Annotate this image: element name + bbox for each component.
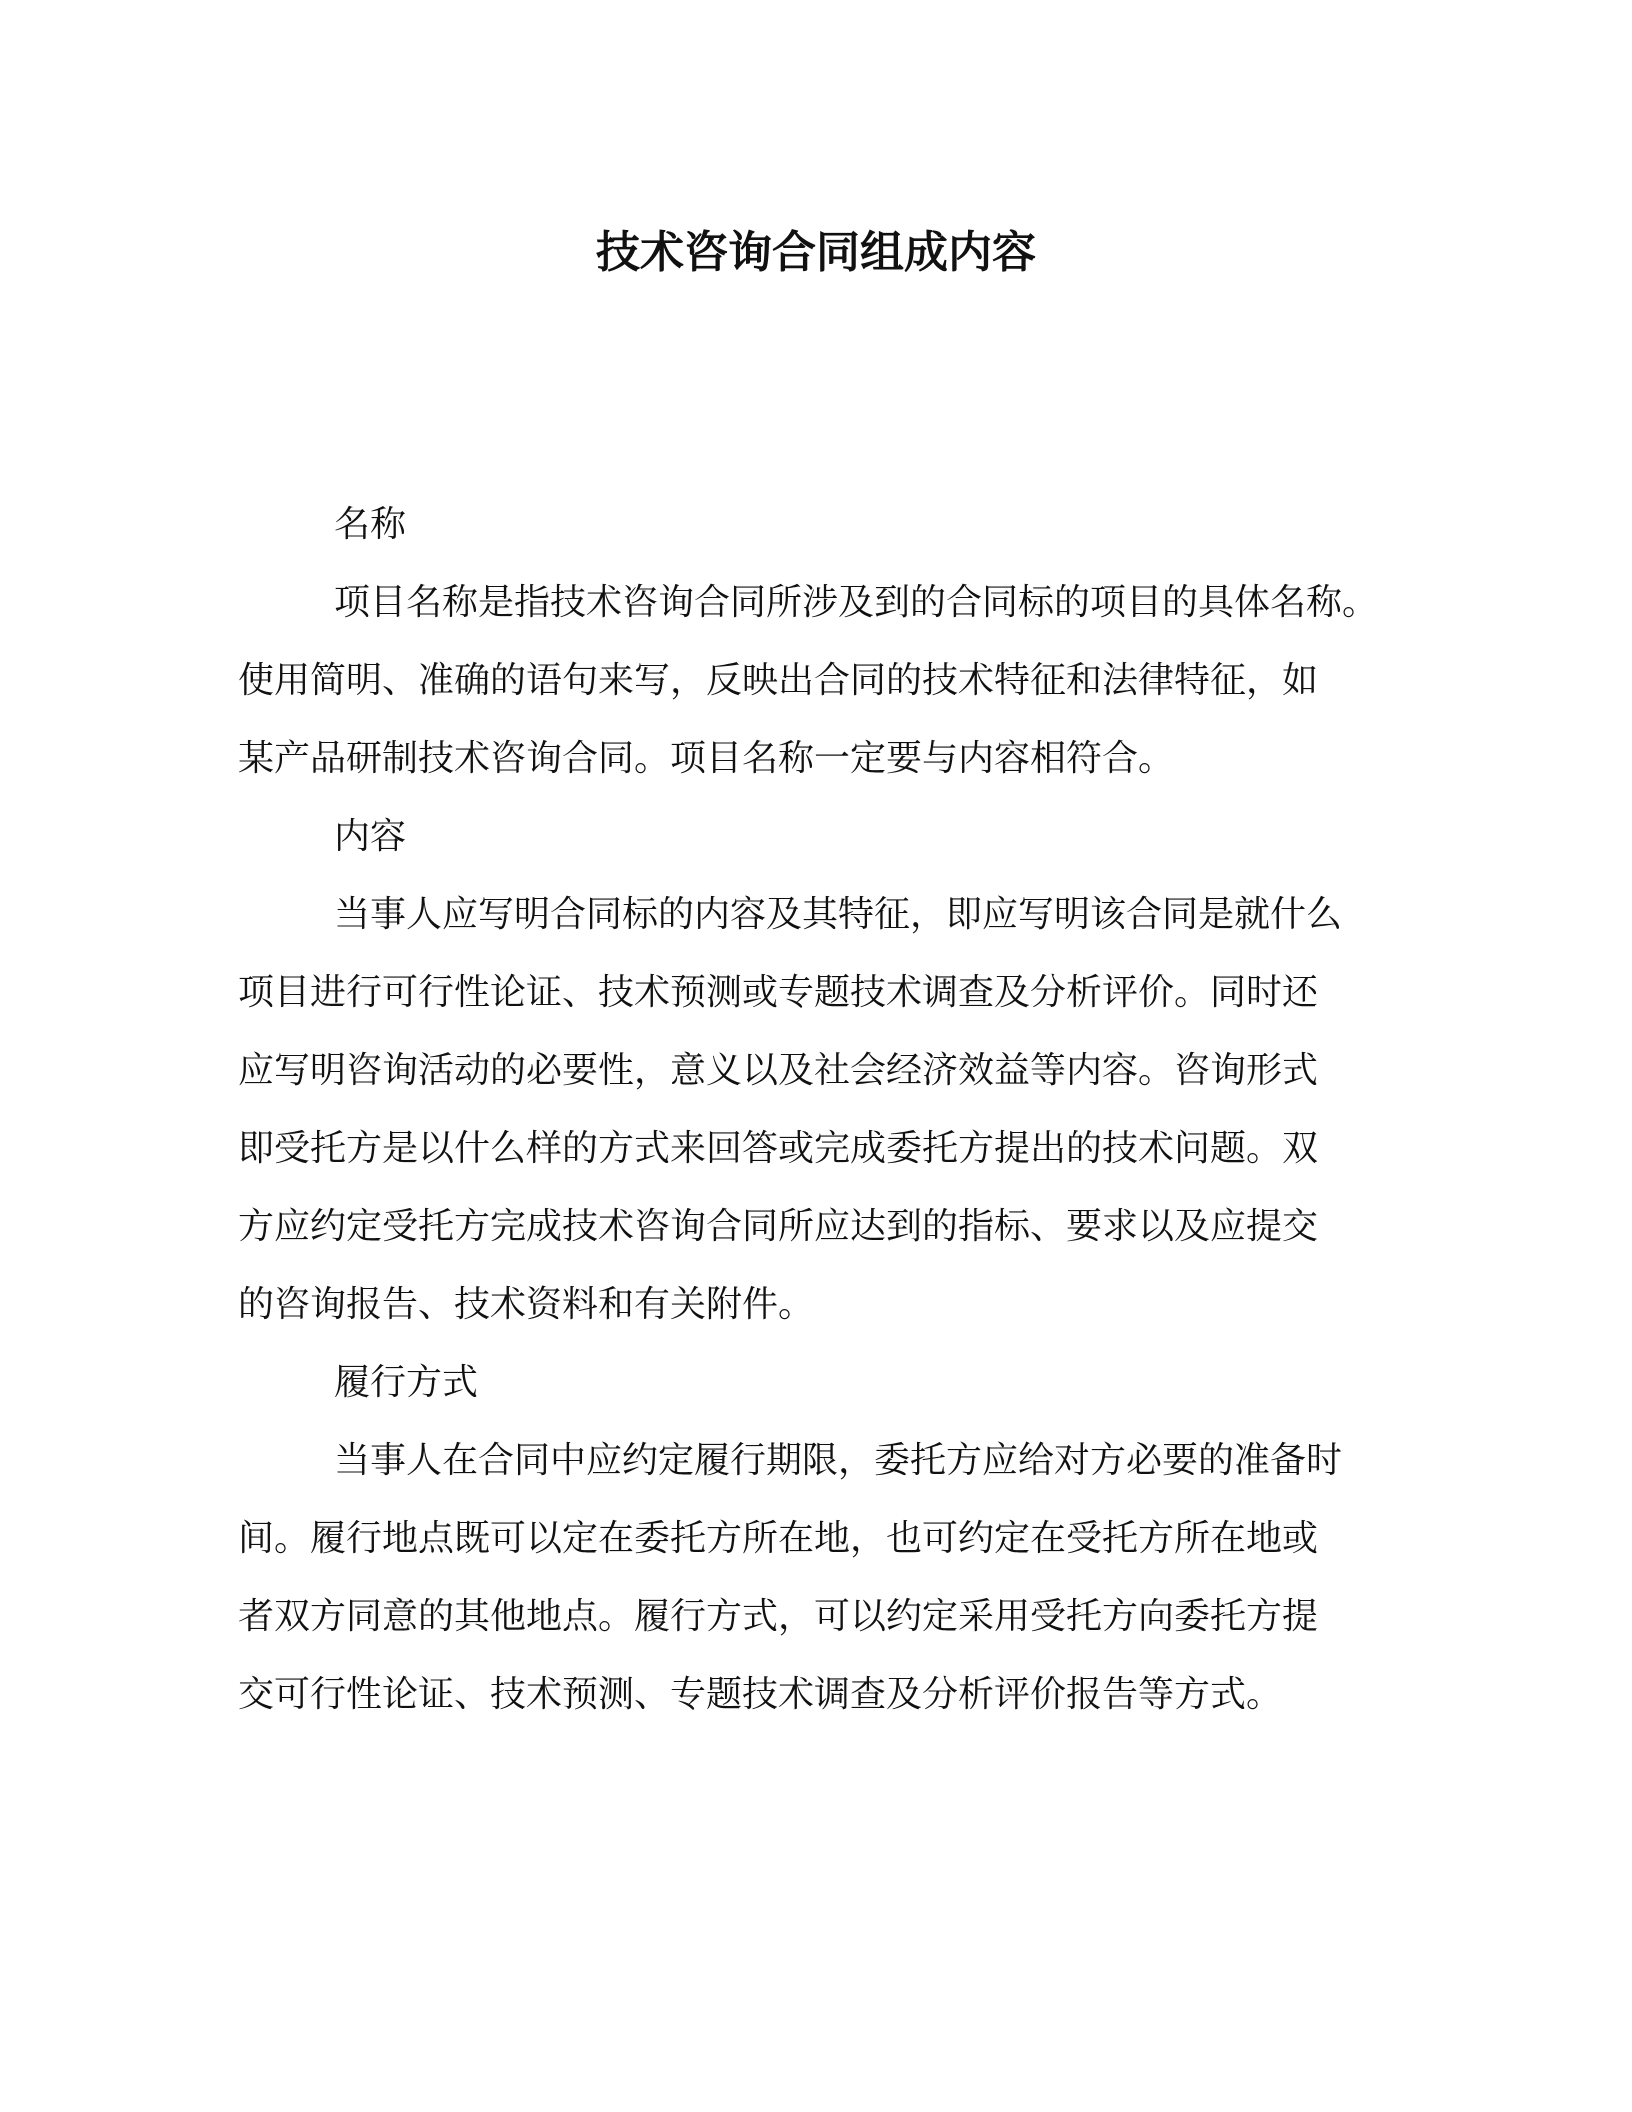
section-heading-performance: 履行方式 [334,1362,479,1403]
section-heading-name: 名称 [334,504,407,545]
paragraph-line: 当事人在合同中应约定履行期限，委托方应给对方必要的准备时 [334,1440,1343,1481]
paragraph-line: 交可行性论证、技术预测、专题技术调查及分析评价报告等方式。 [238,1674,1283,1715]
document-title: 技术咨询合同组成内容 [596,227,1036,278]
paragraph-line: 应写明咨询活动的必要性，意义以及社会经济效益等内容。咨询形式 [238,1050,1319,1091]
paragraph-line: 当事人应写明合同标的内容及其特征，即应写明该合同是就什么 [334,894,1343,935]
paragraph-line: 方应约定受托方完成技术咨询合同所应达到的指标、要求以及应提交 [238,1206,1319,1247]
paragraph-line: 者双方同意的其他地点。履行方式，可以约定采用受托方向委托方提 [238,1596,1319,1637]
paragraph-line: 项目名称是指技术咨询合同所涉及到的合同标的项目的具体名称。 [334,582,1379,623]
paragraph-line: 项目进行可行性论证、技术预测或专题技术调查及分析评价。同时还 [238,972,1319,1013]
paragraph-line: 某产品研制技术咨询合同。项目名称一定要与内容相符合。 [238,738,1175,779]
document-body [238,486,1398,1734]
paragraph-line: 的咨询报告、技术资料和有关附件。 [238,1284,815,1325]
section-heading-content: 内容 [334,816,407,857]
paragraph-line: 使用简明、准确的语句来写，反映出合同的技术特征和法律特征，如 [238,660,1319,701]
paragraph-line: 间。履行地点既可以定在委托方所在地，也可约定在受托方所在地或 [238,1518,1319,1559]
section-paragraph-name [238,564,1398,798]
section-paragraph-performance [238,1422,1398,1734]
section-paragraph-content [238,876,1398,1344]
paragraph-line: 即受托方是以什么样的方式来回答或完成委托方提出的技术问题。双 [238,1128,1319,1169]
